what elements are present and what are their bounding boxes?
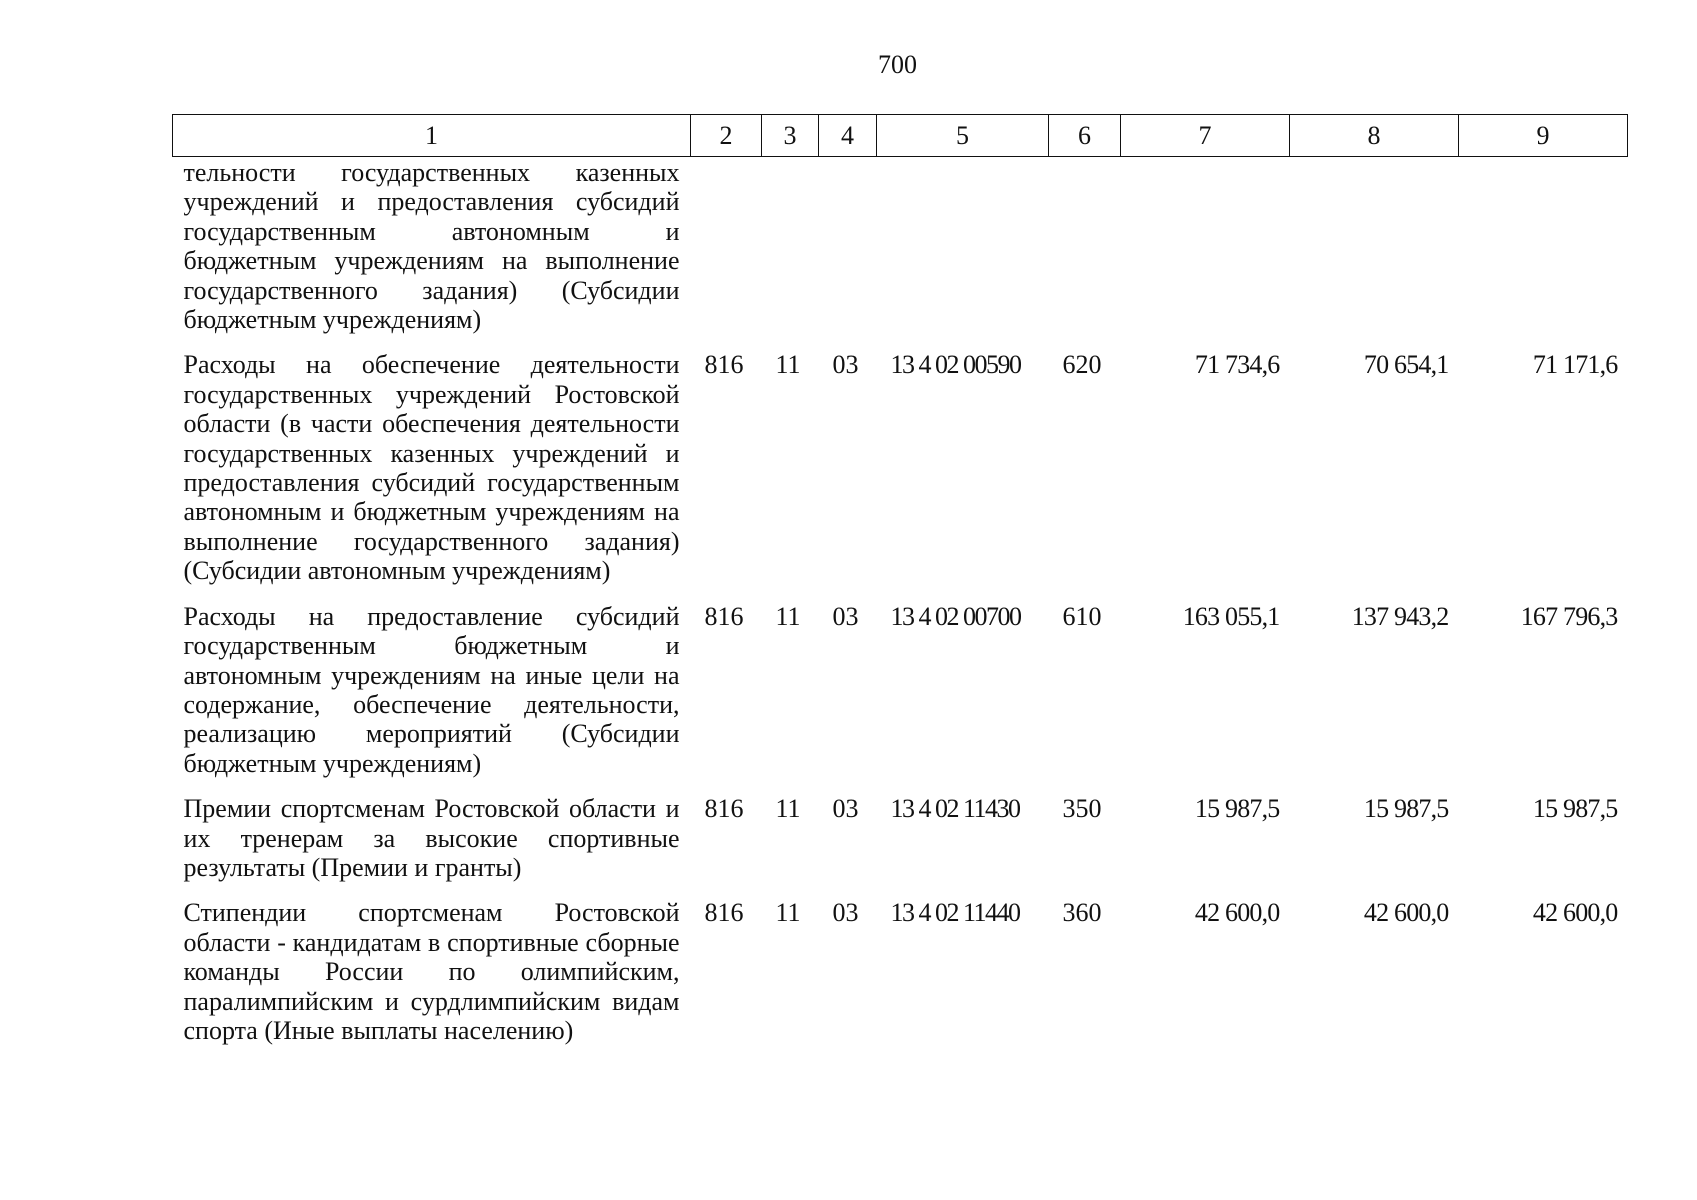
header-cell: 2 bbox=[691, 115, 762, 157]
page-number: 700 bbox=[878, 50, 917, 79]
section-code: 11 bbox=[775, 898, 801, 928]
subsection-code: 03 bbox=[832, 601, 859, 631]
amount-col9: 71 171,6 bbox=[1532, 350, 1618, 380]
table-row bbox=[173, 347, 1628, 598]
row-description: Премии спортсменам Ростовской области и их тренерам за высокие спортивные результаты (Премии и гранты) bbox=[183, 794, 680, 882]
amount-col9: 42 600,0 bbox=[1532, 898, 1618, 928]
amount-col8: 137 943,2 bbox=[1351, 601, 1449, 631]
table-row bbox=[173, 157, 1628, 348]
amount-col9 bbox=[1459, 157, 1628, 348]
subsection-code bbox=[819, 157, 877, 348]
subsection-code: 03 bbox=[832, 898, 859, 928]
amount-col8: 70 654,1 bbox=[1363, 350, 1449, 380]
header-cell: 8 bbox=[1290, 115, 1459, 157]
amount-col7: 71 734,6 bbox=[1194, 350, 1280, 380]
amount-col7 bbox=[1121, 157, 1290, 348]
target-article-code: 13 4 02 11430 bbox=[890, 794, 1020, 824]
grbs-code: 816 bbox=[704, 898, 744, 928]
target-article-code: 13 4 02 00700 bbox=[890, 601, 1021, 631]
grbs-code bbox=[691, 157, 762, 348]
header-cell: 7 bbox=[1121, 115, 1290, 157]
table-row bbox=[173, 791, 1628, 895]
expense-type-code: 610 bbox=[1062, 601, 1102, 631]
amount-col7: 15 987,5 bbox=[1194, 794, 1280, 824]
header-cell: 3 bbox=[762, 115, 819, 157]
amount-col7: 42 600,0 bbox=[1194, 898, 1280, 928]
table-row bbox=[173, 599, 1628, 791]
table-row bbox=[173, 895, 1628, 1058]
expense-type-code bbox=[1049, 157, 1121, 348]
expense-type-code: 620 bbox=[1062, 350, 1102, 380]
header-cell: 4 bbox=[819, 115, 877, 157]
section-code: 11 bbox=[775, 601, 801, 631]
target-article-code: 13 4 02 11440 bbox=[890, 898, 1020, 928]
amount-col9: 167 796,3 bbox=[1520, 601, 1618, 631]
section-code: 11 bbox=[775, 350, 801, 380]
header-cell: 1 bbox=[173, 115, 691, 157]
row-description: Расходы на обеспечение деятельности государственных учреждений Ростовской области (в части обеспечения деятельности государственных казенных учреждений и предоставления субсидий государственным автономным и бюджетным учреждениям на выполнение государственного задания) (Субсидии автономным учреждениям) bbox=[183, 350, 680, 586]
section-code: 11 bbox=[775, 794, 801, 824]
row-description: Стипендии спортсменам Ростовской области - кандидатам в спортивные сборные команды России по олимпийским, паралимпийским и сурдлимпийским видам спорта (Иные выплаты населению) bbox=[183, 898, 680, 1045]
subsection-code: 03 bbox=[832, 794, 859, 824]
budget-table bbox=[172, 114, 1628, 1058]
row-description: тельности государственных казенных учреждений и предоставления субсидий государственным автономным и бюджетным учреждениям на выполнение государственного задания) (Субсидии бюджетным учреждениям) bbox=[183, 158, 680, 335]
amount-col8 bbox=[1290, 157, 1459, 348]
amount-col8: 42 600,0 bbox=[1363, 898, 1449, 928]
subsection-code: 03 bbox=[832, 350, 859, 380]
grbs-code: 816 bbox=[704, 601, 744, 631]
expense-type-code: 350 bbox=[1062, 794, 1102, 824]
header-row bbox=[173, 115, 1628, 157]
header-cell: 5 bbox=[877, 115, 1049, 157]
amount-col8: 15 987,5 bbox=[1363, 794, 1449, 824]
target-article-code: 13 4 02 00590 bbox=[890, 350, 1021, 380]
grbs-code: 816 bbox=[704, 794, 744, 824]
section-code bbox=[762, 157, 819, 348]
amount-col9: 15 987,5 bbox=[1532, 794, 1618, 824]
amount-col7: 163 055,1 bbox=[1182, 601, 1280, 631]
target-article-code bbox=[877, 157, 1049, 348]
header-cell: 9 bbox=[1459, 115, 1628, 157]
grbs-code: 816 bbox=[704, 350, 744, 380]
expense-type-code: 360 bbox=[1062, 898, 1102, 928]
header-cell: 6 bbox=[1049, 115, 1121, 157]
row-description: Расходы на предоставление субсидий государственным бюджетным и автономным учреждениям на иные цели на содержание, обеспечение деятельности, реализацию мероприятий (Субсидии бюджетным учреждениям) bbox=[183, 601, 680, 778]
